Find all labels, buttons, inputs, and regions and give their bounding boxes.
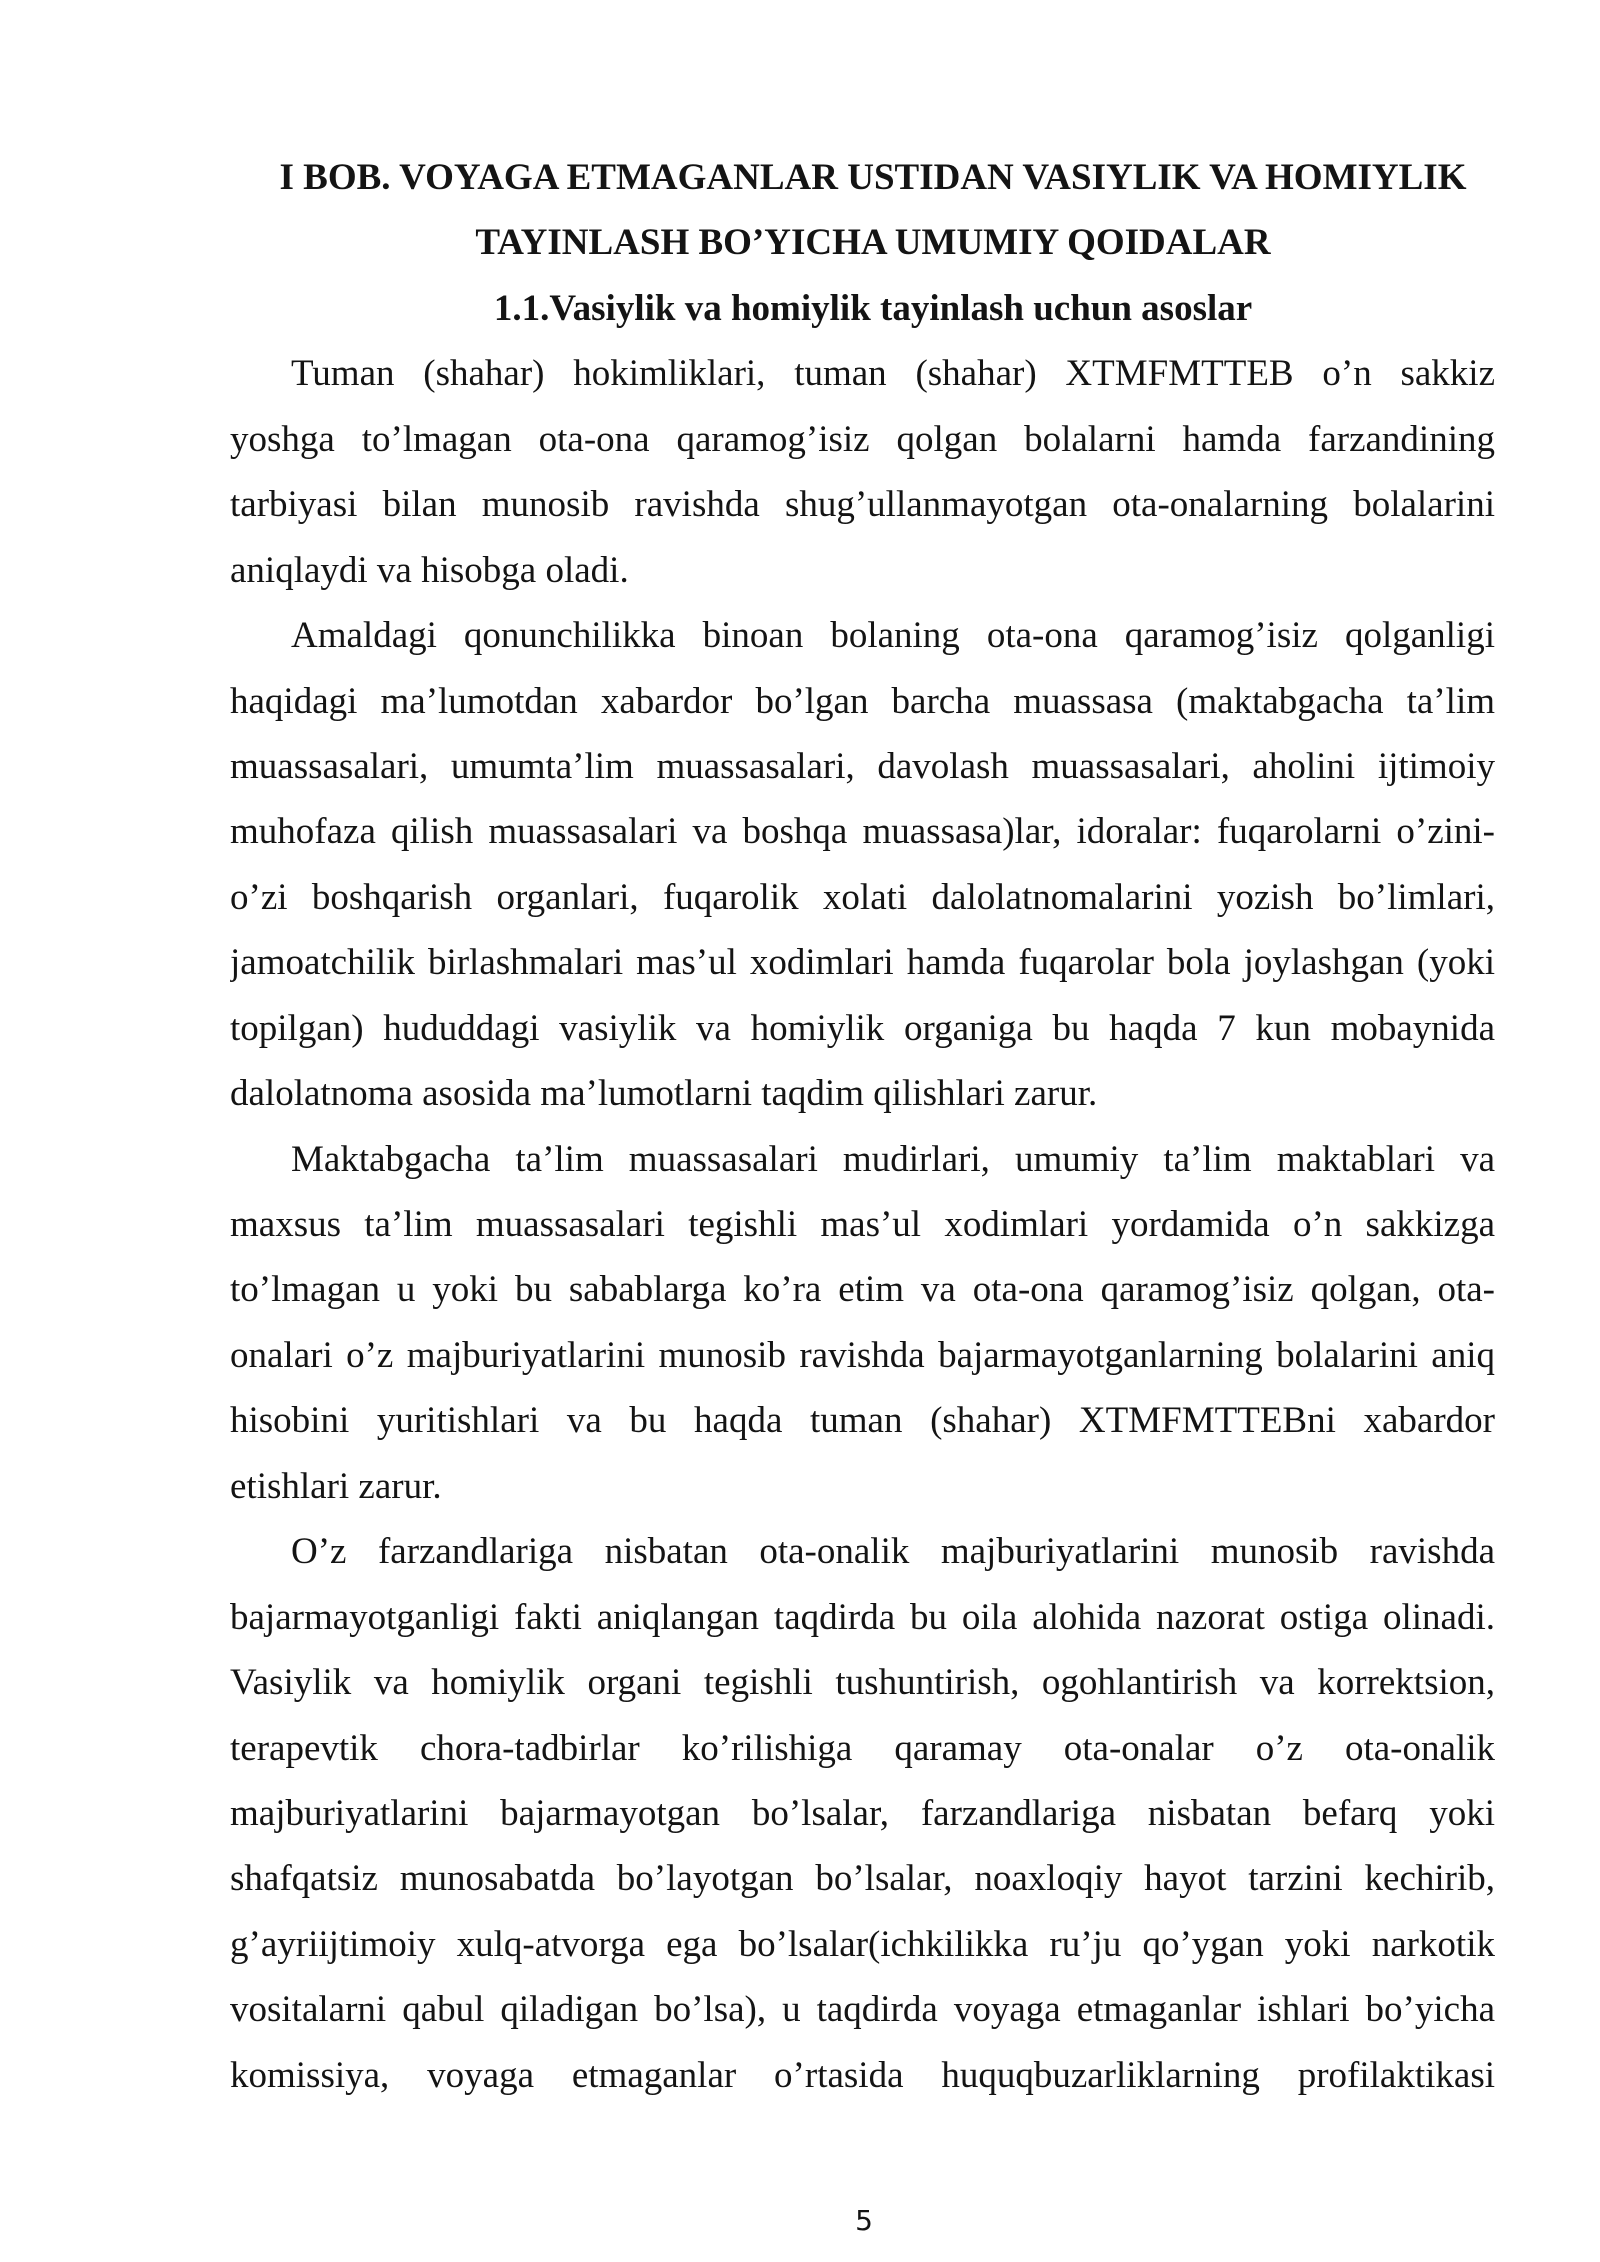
text-line: yoshga to’lmagan ota-ona qaramog’isiz qolgan bolalarni hamda farzandining bbox=[230, 418, 1495, 460]
text-line: dalolatnoma asosida ma’lumotlarni taqdim qilishlari zarur. bbox=[230, 1073, 1098, 1115]
text-line: Tuman (shahar) hokimliklari, tuman (shahar) XTMFMTTEB o’n sakkiz bbox=[291, 353, 1495, 395]
text-line: muassasalari, umumta’lim muassasalari, davolash muassasalari, aholini ijtimoiy bbox=[230, 745, 1495, 787]
text-line: o’zi boshqarish organlari, fuqarolik xolati dalolatnomalarini yozish bo’limlari, bbox=[230, 876, 1495, 918]
chapter-title-line-1: I BOB. VOYAGA ETMAGANLAR USTIDAN VASIYLIK VA HOMIYLIK bbox=[279, 157, 1467, 198]
text-line: aniqlaydi va hisobga oladi. bbox=[230, 549, 629, 591]
text-line: Amaldagi qonunchilikka binoan bolaning ota-ona qaramog’isiz qolganligi bbox=[291, 615, 1495, 657]
text-line: jamoatchilik birlashmalari mas’ul xodimlari hamda fuqarolar bola joylashgan (yoki bbox=[230, 942, 1495, 984]
text-line: shafqatsiz munosabatda bo’layotgan bo’lsalar, noaxloqiy hayot tarzini kechirib, bbox=[230, 1858, 1495, 1900]
text-line: majburiyatlarini bajarmayotgan bo’lsalar, farzandlariga nisbatan befarq yoki bbox=[230, 1792, 1495, 1834]
paragraph-1 bbox=[230, 341, 1495, 603]
text-line: haqidagi ma’lumotdan xabardor bo’lgan barcha muassasa (maktabgacha ta’lim bbox=[230, 680, 1495, 722]
chapter-heading bbox=[230, 145, 1516, 341]
text-line: bajarmayotganligi fakti aniqlangan taqdirda bu oila alohida nazorat ostiga olinadi. bbox=[230, 1596, 1495, 1638]
text-line: terapevtik chora-tadbirlar ko’rilishiga qaramay ota-onalar o’z ota-onalik bbox=[230, 1727, 1495, 1769]
text-line: komissiya, voyaga etmaganlar o’rtasida huquqbuzarliklarning profilaktikasi bbox=[230, 2054, 1495, 2096]
text-line: etishlari zarur. bbox=[230, 1465, 442, 1507]
paragraph-3 bbox=[230, 1127, 1495, 1520]
text-line: muhofaza qilish muassasalari va boshqa muassasa)lar, idoralar: fuqarolarni o’zini- bbox=[230, 811, 1495, 853]
text-line: Maktabgacha ta’lim muassasalari mudirlari, umumiy ta’lim maktablari va bbox=[291, 1138, 1495, 1180]
text-line: topilgan) hududdagi vasiylik va homiylik organiga bu haqda 7 kun mobaynida bbox=[230, 1007, 1495, 1049]
text-line: O’z farzandlariga nisbatan ota-onalik majburiyatlarini munosib ravishda bbox=[291, 1531, 1495, 1573]
text-line: Vasiylik va homiylik organi tegishli tushuntirish, ogohlantirish va korrektsion, bbox=[230, 1662, 1495, 1704]
text-line: to’lmagan u yoki bu sabablarga ko’ra etim va ota-ona qaramog’isiz qolgan, ota- bbox=[230, 1269, 1495, 1311]
page-content bbox=[230, 145, 1495, 2108]
text-line: onalari o’z majburiyatlarini munosib ravishda bajarmayotganlarning bolalarini aniq bbox=[230, 1334, 1495, 1376]
text-line: tarbiyasi bilan munosib ravishda shug’ullanmayotgan ota-onalarning bolalarini bbox=[230, 484, 1495, 526]
chapter-title-line-2: TAYINLASH BO’YICHA UMUMIY QOIDALAR bbox=[475, 222, 1271, 264]
text-line: maxsus ta’lim muassasalari tegishli mas’ul xodimlari yordamida o’n sakkizga bbox=[230, 1204, 1495, 1245]
paragraph-2 bbox=[230, 603, 1495, 1127]
page-number: 5 bbox=[855, 2204, 873, 2237]
section-title: 1.1.Vasiylik va homiylik tayinlash uchun asoslar bbox=[493, 287, 1253, 329]
paragraph-4 bbox=[230, 1519, 1495, 2108]
text-line: vositalarni qabul qiladigan bo’lsa), u taqdirda voyaga etmaganlar ishlari bo’yicha bbox=[230, 1989, 1495, 2031]
text-line: g’ayriijtimoiy xulq-atvorga ega bo’lsalar(ichkilikka ru’ju qo’ygan yoki narkotik bbox=[230, 1923, 1495, 1965]
text-line: hisobini yuritishlari va bu haqda tuman (shahar) XTMFMTTEBni xabardor bbox=[230, 1400, 1495, 1442]
